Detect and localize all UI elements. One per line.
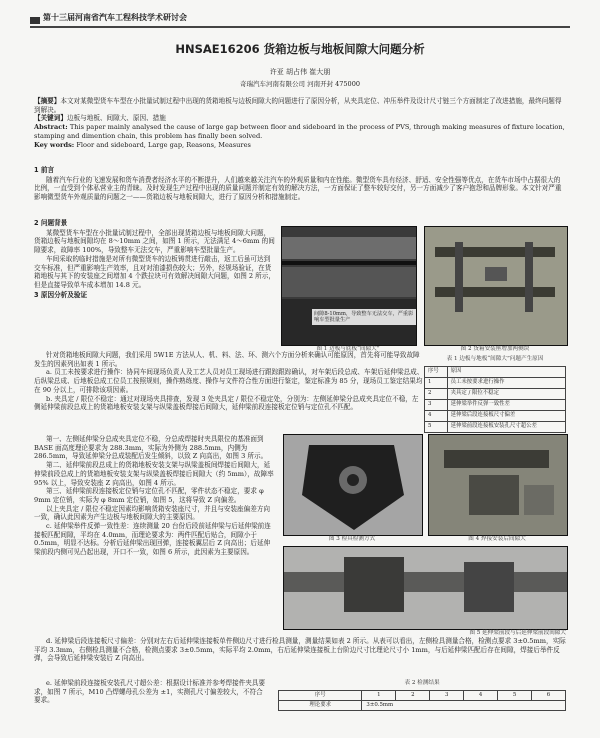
cause-e: e. 延伸梁前段连接板安装孔尺寸超公差：根据设计标准并参考焊接件夹具要求，如图 7 所示，M10 凸焊螺母孔公差为 ±1，实测孔尺寸偏差较大，不符合要求。: [34, 679, 266, 705]
table-2-header-cell: 5: [498, 691, 532, 701]
table-1-cell: 5: [425, 422, 448, 433]
abstract-cn-label: 【摘要】: [34, 97, 61, 105]
figure-1-caption: 图 1 边板与底板“间隙大”: [316, 346, 380, 352]
cause-c: c. 延伸梁举件反弹一致性差：连续测量 20 台份后段前延伸梁与后延伸梁前连接板匹配间隙，平均在 4.0mm，而理论要求为：两件匹配后贴合，间隙小于 0.5mm，明显不达标。分析后延伸梁出现回弹，连接板翼层后 Z 向高出；后延伸梁前段内侧可见凸起出现，开口不一致，如图 6 所示，此因素为主要原因。: [34, 522, 271, 557]
keywords-en-text: Floor and sideboard, Large gap, Reasons, Measures: [76, 140, 251, 149]
section-1-text: 随着汽车行业的飞速发展和货车消费者经济水平的不断提升，人们越来越关注汽车的外观质量和内在性能。微型货车具有经济、舒适、安全性强等优点，在货车市场中占据很大的比例，一直受到个体私营业主的青睐。及时发现生产过程中出现的质量问题并制定有效的解决方法，一方面保证了整车较好交付，另一方面减少了客户抱怨和品牌形象。本文针对严重影响微型货车外观质量的问题之一——货箱边板与地板间隙大，进行了原因分析和措施制定。: [34, 175, 562, 202]
section-2-para-2: 车间采取的临时措施是对所有微型货车的边板铸贯进行敲击，返工后虽可达到交车标准，但严重影响生产效率，且对对油漆损伤较大；另外，经规场验证，在货箱地板与其下的安装座之间增加 4 个跌拉块可有效解决间隙大问题，如图 2 所示，但是直接导致单车成本增加 14.8 元。: [34, 254, 275, 289]
cause-a: a. 员工未按要求进行操作：协同车间现场负责人及工艺人员对员工现场进行跟踪跟踪确认，对车架后段总成、车架后延伸梁总成、后纵梁总成、后地板总成工位员工按照规则，操作熟练度、操作与文件符合性方面进行鉴定，鉴定标准为 85 分，现场员工鉴定结果均在 90 分以上，可排除该项因素。: [34, 368, 424, 394]
table-2-cell: 3±0.5mm: [362, 701, 566, 711]
cause-d-block: [34, 637, 566, 663]
cause-b-detail-2: 第二、延伸梁前段总成上的货箱地板安装支架与纵梁盖板间焊接后间隙大，延伸梁前段总成上的货箱地板安装支架与纵梁盖板焊接后间隙大（约 5mm），故障率 95% 以上，导致安装座 Z 向高出，如图 4 所示。: [34, 461, 274, 487]
table-1-header-cell: 原因: [447, 367, 565, 378]
table-2-header-row: [279, 691, 566, 701]
figure-2-photo: [424, 226, 568, 346]
keywords-en-label: Key words:: [34, 140, 75, 149]
figure-4-graphic: [429, 435, 567, 535]
table-2-header-cell: 4: [464, 691, 498, 701]
table-1-cell: 夹具定 / 限位不稳定: [447, 389, 565, 400]
figure-5-caption: 图 5 延伸梁前段与后延伸梁前段间隙大: [469, 630, 566, 636]
table-1-cell: 员工未按要求进行操作: [447, 378, 565, 389]
table-1-row: [425, 422, 566, 433]
table-2: [278, 690, 566, 711]
cause-b-detail-3: 第三、延伸梁前段连接板定位销与定位孔不匹配，零件状态不稳定，要求 φ 9mm 定位销，实际为 φ 8mm 定位销，如图 5，这将导致 Z 向偏差。: [34, 487, 264, 504]
figure-3-photo: [283, 434, 423, 536]
abstract-block: [34, 97, 566, 149]
figure-1-graphic: [282, 227, 416, 345]
figure-5-graphic: [284, 547, 567, 629]
cause-e-block: [34, 679, 266, 705]
paper-authors: 许亚 胡占伟 崔大朋: [269, 68, 331, 76]
figure-4-photo: [428, 434, 568, 536]
table-2-caption: 表 2 检测结果: [404, 680, 440, 686]
section-1-title: 1 前言: [34, 166, 55, 174]
table-1-cell: 1: [425, 378, 448, 389]
abstract-en-label: Abstract:: [34, 123, 68, 132]
table-2-header-cell: 1: [362, 691, 396, 701]
keywords-cn: [34, 114, 566, 123]
table-2-header-cell: 6: [532, 691, 566, 701]
figure-3-caption: 图 3 检具检测方式: [328, 536, 376, 542]
section-background: [34, 218, 276, 300]
figure-1-photo: [281, 226, 417, 346]
table-1-caption: 表 1 边板与地板“间隙大”问题产生原因: [446, 356, 544, 362]
table-1-cell: 延伸梁后段连接板尺寸偏差: [447, 411, 565, 422]
section-3-intro-block: [34, 351, 424, 412]
abstract-cn-text: 本文对某微型货车车型在小批量试制过程中出现的货箱地板与边板间隙大的问题进行了原因分析，从夹具定位、冲压举件及设计尺寸链三个方面制定了改进措施，最终问题得到解决。: [34, 97, 562, 114]
journal-name: 第十三届河南省汽车工程科技学术研讨会: [43, 13, 187, 23]
paper-title: HNSAE16206 货箱边板与地板间隙大问题分析: [175, 42, 425, 56]
figure-2-caption: 图 2 货箱安装座增加两侧块: [460, 346, 530, 352]
journal-logo: [30, 17, 40, 24]
figure-2-graphic: [425, 227, 567, 345]
cause-b-detail-1: 第一、左侧延伸梁分总成夹具定位不稳，分总成焊接时夹具限位的基准面到 BASE 面高度理论要求为 288.3mm，实际为外侧为 288.5mm，内侧为 286.5mm，导致延伸梁分总成装配后发生倾斜，以致 Z 向高出，如图 3 所示。: [34, 435, 268, 461]
table-1-cell: 延伸梁举件反弹一致性差: [447, 400, 565, 411]
cause-b: b. 夹具定 / 限位不稳定：通过对现场夹具排查，发现 3 处夹具定 / 限位不稳定处，分别为：左侧延伸梁分总成夹具定位不稳，左侧延伸梁前段总成上的货箱地板安装支架与纵梁盖板焊接后间隙大，延伸梁前段连接板定位销与定位孔不匹配。: [34, 394, 419, 412]
table-1: [424, 366, 566, 433]
section-3-intro: 针对货箱地板间隙大问题，我们采用 5W1E 方法从人、机、料、法、环、测六个方面分析来确认可能原因，首先将可能导致故障发生的因素列出如表 1 所示。: [34, 351, 420, 368]
table-2-row: [279, 701, 566, 711]
abstract-en-text: This paper mainly analysed the cause of large gap between floor and sideboard in the process of PVS, through making measures of fixture location, stamping and dimention chain, this problem has finally been solved.: [34, 123, 565, 140]
section-2-para-1: 某微型货车车型在小批量试制过程中，全部出现货箱边板与地板间隙大问题，货箱边板与地板间隙均在 8～10mm 之间，如图 1 所示，无法满足 4～6mm 的间隙要求，故障率 100%，导致整车无法交车，严重影响车型批量生产。: [34, 228, 275, 255]
keywords-cn-label: 【关键词】: [34, 114, 67, 123]
cause-b-summary: 以上夹具定 / 限位不稳定因素均影响货箱安装座尺寸，并且与安装座偏差方向一致，确认此因素为产生边板与地板间隙大的主要原因。: [34, 504, 271, 522]
section-3-left-column: [34, 435, 276, 557]
abstract-en: [34, 123, 566, 140]
abstract-cn: [34, 97, 566, 114]
figure-4-caption: 图 4 焊接安装后间隙大: [468, 536, 526, 542]
table-1-row: [425, 389, 566, 400]
section-2-title: 2 问题背景: [34, 219, 68, 227]
table-1-row: [425, 411, 566, 422]
section-3-title: 3 原因分析及验证: [34, 290, 88, 299]
paper-affiliation: 奇瑞汽车河南有限公司 河南开封 475000: [240, 80, 360, 88]
table-1-cell: 2: [425, 389, 448, 400]
table-2-header-cell: 2: [396, 691, 430, 701]
table-1-cell: 延伸梁前段连接板安装孔尺寸超公差: [447, 422, 565, 433]
table-2-cell: 理论要求: [279, 701, 362, 711]
table-1-row: [425, 400, 566, 411]
table-1-cell: 3: [425, 400, 448, 411]
table-1-cell: 4: [425, 411, 448, 422]
section-intro: [34, 165, 566, 202]
table-1-row: [425, 378, 566, 389]
keywords-cn-text: 边板与地板、间隙大、原因、措施: [66, 114, 166, 123]
table-1-header-row: [425, 367, 566, 378]
figure-5-photo: [283, 546, 568, 630]
table-2-header-cell: 序号: [279, 691, 362, 701]
journal-header: [30, 12, 570, 28]
table-2-header-cell: 3: [430, 691, 464, 701]
table-1-header-cell: 序号: [425, 367, 448, 378]
figure-3-graphic: [284, 435, 422, 535]
keywords-en: [34, 141, 566, 150]
figure-1-note: 间隙8-10mm，导致整车无法交车，严重影响车型批量生产: [312, 309, 416, 325]
cause-d: d. 延伸梁后段连接板尺寸偏差：分别对左右后延伸梁连接板单件侧边尺寸进行检具测量，测量结果如表 2 所示。从表可以看出，左侧检具测量合格，检测点要求 3±0.5mm，实际平均 3.3mm，右侧检具测量不合格，检测点要求 3±0.5mm，实际平均 2.0mm，右后延伸梁连接板上台阶边尺寸比理论尺寸小 1mm，与后延伸梁匹配后存在间隙，焊接后举件反弹，会导致后延伸梁安装后 Z 向高出。: [34, 637, 566, 663]
